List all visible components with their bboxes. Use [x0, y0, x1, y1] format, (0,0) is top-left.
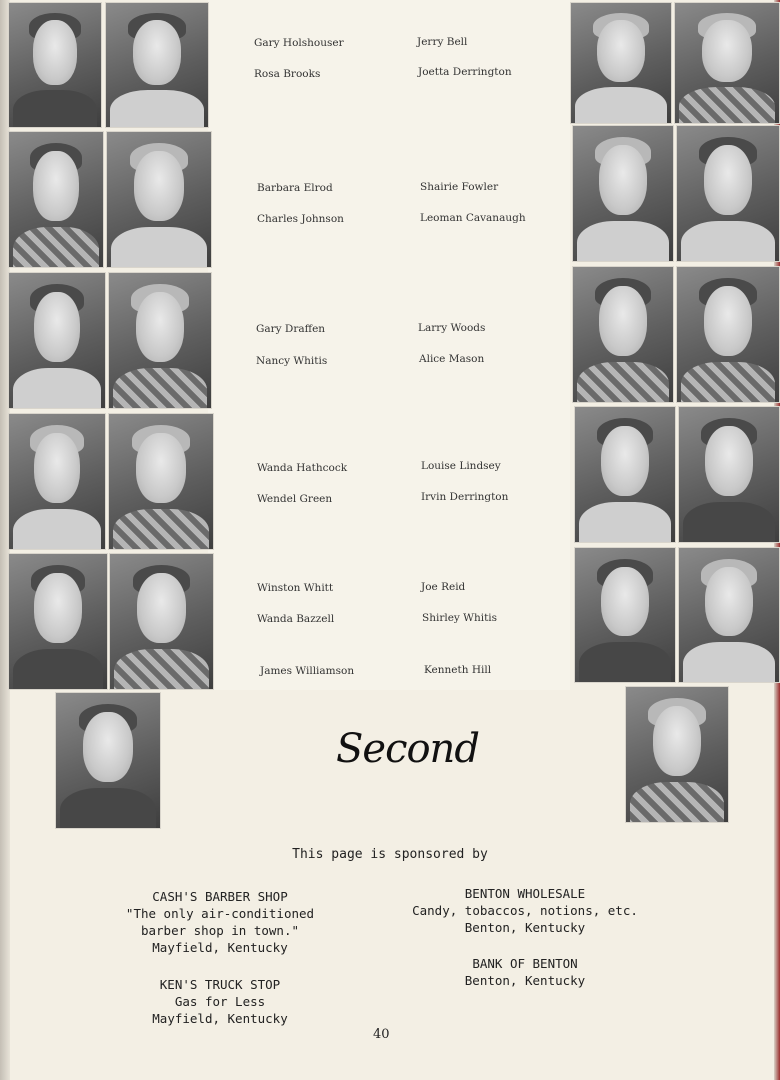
sponsor-detail: "The only air-conditioned	[125, 906, 315, 921]
student-photo	[55, 692, 161, 829]
student-photo	[8, 131, 104, 268]
sponsor-name: BENTON WHOLESALE	[464, 886, 586, 901]
student-photo	[676, 125, 780, 262]
sponsor-intro: This page is sponsored by	[292, 847, 488, 862]
student-photo	[674, 2, 780, 124]
student-name: Rosa Brooks	[254, 68, 321, 80]
student-photo	[8, 413, 106, 550]
sponsor-detail: Gas for Less	[174, 994, 266, 1009]
student-photo	[8, 553, 108, 690]
student-name: Gary Draffen	[256, 323, 326, 335]
student-name: Nancy Whitis	[256, 355, 328, 367]
sponsor-benton-wholesale	[400, 885, 650, 936]
student-name: Kenneth Hill	[424, 664, 492, 676]
student-photo	[8, 2, 102, 128]
student-name: Irvin Derrington	[421, 491, 509, 503]
sponsor-location: Benton, Kentucky	[464, 973, 586, 988]
student-name: Barbara Elrod	[257, 182, 333, 194]
student-photo	[572, 125, 674, 262]
student-name: Alice Mason	[419, 353, 485, 365]
student-photo	[574, 547, 676, 683]
student-photo	[676, 266, 780, 403]
student-photo	[8, 272, 106, 409]
student-name: Joetta Derrington	[418, 66, 512, 78]
student-name: Leoman Cavanaugh	[420, 212, 526, 224]
sponsor-location: Benton, Kentucky	[464, 920, 586, 935]
student-photo	[572, 266, 674, 403]
student-photo	[106, 131, 212, 268]
student-photo	[574, 406, 676, 543]
student-photo	[570, 2, 672, 124]
sponsor-detail: barber shop in town."	[140, 923, 300, 938]
student-photo	[678, 547, 780, 683]
student-name: Larry Woods	[418, 322, 486, 334]
sponsor-name: KEN'S TRUCK STOP	[159, 977, 281, 992]
student-name: Wanda Bazzell	[257, 613, 335, 625]
student-photo	[108, 413, 214, 550]
sponsor-detail: Candy, tobaccos, notions, etc.	[412, 903, 638, 918]
sponsor-name: BANK OF BENTON	[472, 956, 578, 971]
student-name: Joe Reid	[421, 581, 466, 593]
sponsor-bank-of-benton	[400, 955, 650, 989]
student-photo	[105, 2, 209, 128]
student-name: Wanda Hathcock	[257, 462, 348, 474]
student-photo	[625, 686, 729, 823]
student-name: Winston Whitt	[257, 582, 334, 594]
sponsor-location: Mayfield, Kentucky	[152, 1011, 288, 1026]
student-name: Wendel Green	[257, 493, 333, 505]
student-name: Jerry Bell	[417, 36, 468, 48]
student-name: Louise Lindsey	[421, 460, 501, 472]
student-name: Shirley Whitis	[422, 612, 498, 624]
sponsor-cashs-barber-shop	[110, 888, 330, 956]
sponsor-location: Mayfield, Kentucky	[152, 940, 288, 955]
student-photo	[109, 553, 214, 690]
student-photo	[108, 272, 212, 409]
page-title: Second	[336, 726, 479, 772]
sponsor-kens-truck-stop	[110, 976, 330, 1027]
sponsor-name: CASH'S BARBER SHOP	[152, 889, 288, 904]
page-number: 40	[373, 1027, 390, 1042]
student-name: Charles Johnson	[257, 213, 344, 225]
student-name: Shairie Fowler	[420, 181, 499, 193]
student-name: Gary Holshouser	[254, 37, 344, 49]
student-photo	[678, 406, 780, 543]
student-name: James Williamson	[260, 665, 355, 677]
